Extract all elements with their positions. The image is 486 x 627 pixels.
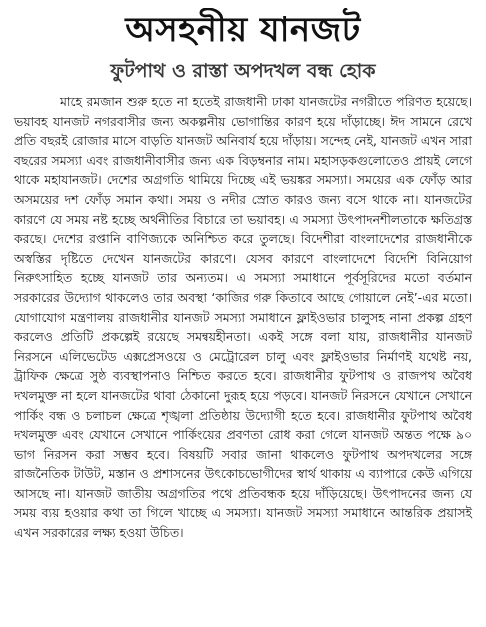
article-headline: অসহনীয় যানজট	[125, 10, 361, 50]
article-body: মাহে রমজান শুরু হতে না হতেই রাজধানী ঢাকা যানজটের নগরীতে পরিণত হয়েছে। ভয়াবহ যানজট নগরবাসীর জন্য অকল্পনীয় ভোগান্তির কারণ হয়ে দাঁড়াচ্ছে। ঈদ সামনে রেখে প্রতি বছরই রোজার মাসে বাড়তি যানজট অনিবার্য হয়ে দাঁড়ায়। সন্দেহ নেই, যানজট এখন সারা বছরের সমস্যা এবং রাজধানীবাসীর জন্য এক বিড়ম্বনার নাম। মহাসড়কগুলোতেও প্রায়ই লেগে থাকে মহাযানজট। দেশের অগ্রগতি থামিয়ে দিচ্ছে এই ভয়ঙ্কর সমস্যা। সময়ের এক ফোঁড় আর অসময়ের দশ ফোঁড় সমান কথা। সময় ও নদীর স্রোত কারও জন্য বসে থাকে না। যানজটের কারণে যে সময় নষ্ট হচ্ছে অর্থনীতির বিচারে তা ভয়াবহ। এ সমস্যা উৎপাদনশীলতাকে ক্ষতিগ্রস্ত করছে। দেশের রপ্তানি বাণিজ্যকে অনিশ্চিত করে তুলছে। বিদেশীরা বাংলাদেশের রাজধানীকে অস্বস্তির দৃষ্টিতে দেখেন যানজটের কারণে। যেসব কারণে বাংলাদেশে বিদেশি বিনিয়োগ নিরুৎসাহিত হচ্ছে যানজট তার অন্যতম। এ সমস্যা সমাধানে পূর্বসূরিদের মতো বর্তমান সরকারের উদ্যোগ থাকলেও তার অবস্থা ‘কাজির গরু কিতাবে আছে গোয়ালে নেই’-এর মতো। যোগাযোগ মন্ত্রণালয় রাজধানীর যানজট সমস্যা সমাধানে ফ্লাইওভার চালুসহ নানা প্রকল্প গ্রহণ করলেও প্রতিটি প্রকল্পেই রয়েছে সমন্বয়হীনতা। একই সঙ্গে বলা যায়, রাজধানীর যানজট নিরসনে এলিভেটেড এক্সপ্রেসওয়ে ও মেট্রোরেল চালু এবং ফ্লাইওভার নির্মাণই যথেষ্ট নয়, ট্রাফিক ক্ষেত্রে সুষ্ঠ ব্যবস্থাপনাও নিশ্চিত করতে হবে। রাজধানীর ফুটপাথ ও রাজপথ অবৈধ দখলমুক্ত না হলে যানজটের থাবা ঠেকানো দুরূহ হয়ে পড়বে। যানজট নিরসনে যেখানে সেখানে পার্কিং বন্ধ ও চলাচল ক্ষেত্রে শৃঙ্খলা প্রতিষ্ঠায় উদ্যোগী হতে হবে। রাজধানীর ফুটপাথ অবৈধ দখলমুক্ত এবং যেখানে সেখানে পার্কিংয়ের প্রবণতা রোধ করা গেলে যানজট অন্তত পক্ষে ৯০ ভাগ নিরসন করা সম্ভব হবে। বিষয়টি সবার জানা থাকলেও ফুটপাথ অপদখলের সঙ্গে রাজনৈতিক টাউট, মস্তান ও প্রশাসনের উৎকোচভোগীদের স্বার্থ থাকায় এ ব্যাপারে কেউ এগিয়ে আসছে না। যানজট জাতীয় অগ্রগতির পথে প্রতিবন্ধক হয়ে দাঁড়িয়েছে। উৎপাদনের জন্য যে সময় ব্যয় হওয়ার কথা তা গিলে খাচ্ছে এ সমস্যা। যানজট সমস্যা সমাধানে আন্তরিক প্রয়াসই এখন সরকারের লক্ষ্য হওয়া উচিত।	[14, 94, 472, 541]
article-subheadline: ফুটপাথ ও রাস্তা অপদখল বন্ধ হোক	[110, 60, 376, 82]
